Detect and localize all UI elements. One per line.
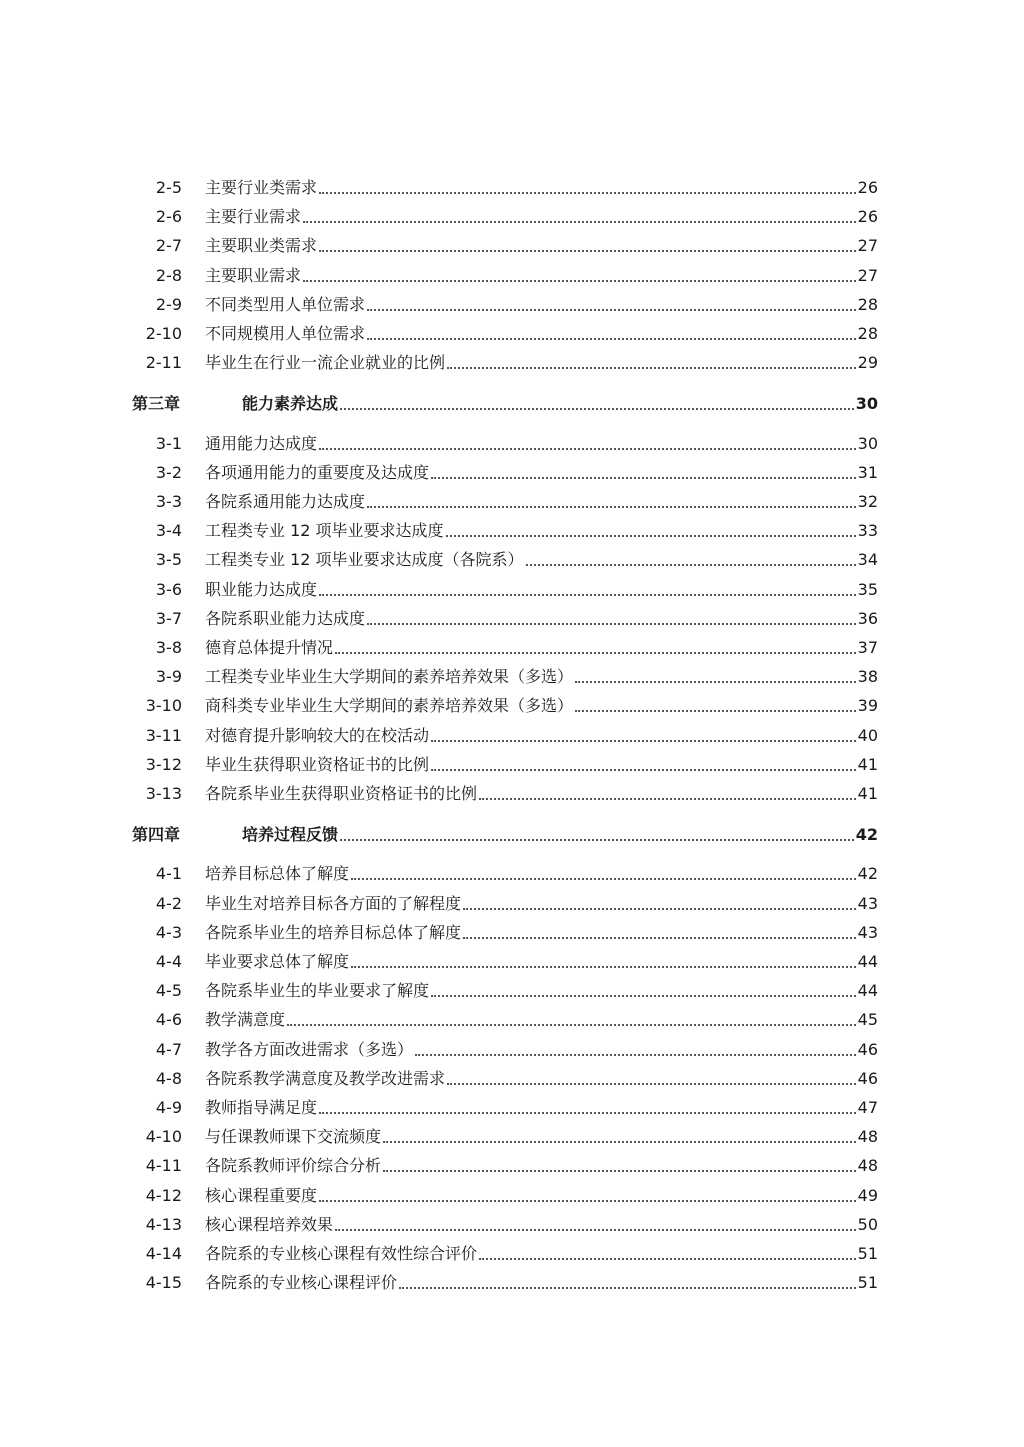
toc-entry-number: 2-9 bbox=[155, 295, 182, 314]
toc-entry-row[interactable] bbox=[0, 1038, 1024, 1060]
toc-entry-title: 各院系通用能力达成度 bbox=[205, 492, 366, 511]
toc-dot-leader bbox=[351, 878, 856, 880]
toc-page-number: 42 bbox=[855, 825, 878, 844]
toc-dot-leader bbox=[415, 1054, 856, 1056]
toc-page-number: 49 bbox=[857, 1186, 878, 1205]
toc-entry-number: 4-10 bbox=[145, 1127, 182, 1146]
toc-entry-row[interactable] bbox=[0, 1008, 1024, 1030]
toc-entry-title: 各院系的专业核心课程评价 bbox=[205, 1273, 398, 1292]
toc-entry-number: 3-4 bbox=[155, 521, 182, 540]
toc-entry-number: 3-8 bbox=[155, 638, 182, 657]
toc-page-number: 51 bbox=[857, 1244, 878, 1263]
toc-entry-number: 2-8 bbox=[155, 266, 182, 285]
toc-entry-title: 主要行业类需求 bbox=[205, 178, 318, 197]
toc-entry-row[interactable] bbox=[0, 205, 1024, 227]
toc-entry-row[interactable] bbox=[0, 950, 1024, 972]
toc-entry-number: 第四章 bbox=[132, 825, 181, 844]
toc-entry-row[interactable] bbox=[0, 607, 1024, 629]
toc-entry-title: 培养过程反馈 bbox=[242, 825, 339, 844]
toc-entry-title: 毕业生获得职业资格证书的比例 bbox=[205, 755, 430, 774]
toc-entry-number: 3-13 bbox=[145, 784, 182, 803]
toc-page-number: 29 bbox=[857, 353, 878, 372]
toc-dot-leader bbox=[367, 506, 856, 508]
toc-entry-number: 3-1 bbox=[155, 434, 182, 453]
toc-page-number: 28 bbox=[857, 324, 878, 343]
toc-page-number: 41 bbox=[857, 784, 878, 803]
toc-page-number: 33 bbox=[857, 521, 878, 540]
toc-page-number: 27 bbox=[857, 266, 878, 285]
toc-entry-title: 各院系毕业生的培养目标总体了解度 bbox=[205, 923, 462, 942]
toc-entry-title: 培养目标总体了解度 bbox=[205, 864, 350, 883]
toc-page-number: 44 bbox=[857, 981, 878, 1000]
toc-dot-leader bbox=[340, 408, 854, 410]
toc-entry-row[interactable] bbox=[0, 753, 1024, 775]
toc-dot-leader bbox=[431, 740, 856, 742]
toc-dot-leader bbox=[575, 681, 856, 683]
toc-entry-number: 3-12 bbox=[145, 755, 182, 774]
toc-entry-title: 能力素养达成 bbox=[242, 394, 339, 413]
toc-entry-title: 各院系教师评价综合分析 bbox=[205, 1156, 382, 1175]
toc-entry-number: 3-5 bbox=[155, 550, 182, 569]
toc-dot-leader bbox=[463, 937, 856, 939]
toc-dot-leader bbox=[399, 1287, 856, 1289]
toc-entry-number: 4-4 bbox=[155, 952, 182, 971]
toc-page-number: 50 bbox=[857, 1215, 878, 1234]
toc-entry-number: 3-10 bbox=[145, 696, 182, 715]
toc-entry-title: 各院系毕业生的毕业要求了解度 bbox=[205, 981, 430, 1000]
toc-entry-number: 3-11 bbox=[145, 726, 182, 745]
toc-entry-row[interactable] bbox=[0, 979, 1024, 1001]
toc-entry-title: 教师指导满足度 bbox=[205, 1098, 318, 1117]
toc-entry-title: 毕业生在行业一流企业就业的比例 bbox=[205, 353, 446, 372]
toc-entry-title: 各院系毕业生获得职业资格证书的比例 bbox=[205, 784, 478, 803]
toc-page-number: 43 bbox=[857, 923, 878, 942]
toc-dot-leader bbox=[335, 652, 856, 654]
toc-dot-leader bbox=[479, 1258, 856, 1260]
toc-entry-number: 2-7 bbox=[155, 236, 182, 255]
toc-entry-row[interactable] bbox=[0, 1125, 1024, 1147]
toc-entry-row[interactable] bbox=[0, 578, 1024, 600]
toc-dot-leader bbox=[319, 448, 856, 450]
toc-dot-leader bbox=[340, 839, 854, 841]
toc-entry-title: 职业能力达成度 bbox=[205, 580, 318, 599]
toc-page-number: 36 bbox=[857, 609, 878, 628]
toc-entry-row[interactable] bbox=[0, 322, 1024, 344]
toc-page-number: 30 bbox=[855, 394, 878, 413]
toc-entry-row[interactable] bbox=[0, 519, 1024, 541]
toc-entry-title: 工程类专业 12 项毕业要求达成度（各院系） bbox=[205, 550, 524, 569]
toc-entry-number: 4-9 bbox=[155, 1098, 182, 1117]
toc-entry-row[interactable] bbox=[0, 548, 1024, 570]
toc-entry-number: 4-6 bbox=[155, 1010, 182, 1029]
toc-entry-number: 2-5 bbox=[155, 178, 182, 197]
toc-entry-number: 3-7 bbox=[155, 609, 182, 628]
toc-dot-leader bbox=[319, 594, 856, 596]
toc-page-number: 46 bbox=[857, 1069, 878, 1088]
toc-entry-title: 主要行业需求 bbox=[205, 207, 302, 226]
toc-entry-title: 教学各方面改进需求（多选） bbox=[205, 1040, 414, 1059]
toc-dot-leader bbox=[431, 477, 856, 479]
toc-dot-leader bbox=[303, 280, 856, 282]
toc-entry-title: 核心课程重要度 bbox=[205, 1186, 318, 1205]
toc-entry-title: 教学满意度 bbox=[205, 1010, 286, 1029]
toc-entry-row[interactable] bbox=[0, 351, 1024, 373]
toc-entry-number: 2-11 bbox=[145, 353, 182, 372]
toc-entry-title: 核心课程培养效果 bbox=[205, 1215, 334, 1234]
toc-entry-row[interactable] bbox=[0, 1067, 1024, 1089]
toc-page-number: 39 bbox=[857, 696, 878, 715]
toc-dot-leader bbox=[479, 798, 856, 800]
toc-entry-number: 3-9 bbox=[155, 667, 182, 686]
toc-dot-leader bbox=[431, 995, 856, 997]
toc-entry-title: 与任课教师课下交流频度 bbox=[205, 1127, 382, 1146]
toc-entry-row[interactable] bbox=[0, 665, 1024, 687]
toc-entry-row[interactable] bbox=[0, 264, 1024, 286]
toc-entry-title: 对德育提升影响较大的在校活动 bbox=[205, 726, 430, 745]
toc-dot-leader bbox=[367, 623, 856, 625]
toc-entry-number: 4-14 bbox=[145, 1244, 182, 1263]
toc-entry-row[interactable] bbox=[0, 234, 1024, 256]
toc-dot-leader bbox=[446, 535, 856, 537]
toc-page-number: 26 bbox=[857, 207, 878, 226]
toc-entry-number: 4-7 bbox=[155, 1040, 182, 1059]
toc-entry-number: 3-2 bbox=[155, 463, 182, 482]
toc-dot-leader bbox=[575, 710, 856, 712]
toc-entry-title: 毕业生对培养目标各方面的了解程度 bbox=[205, 894, 462, 913]
toc-entry-row[interactable] bbox=[0, 1154, 1024, 1176]
toc-dot-leader bbox=[447, 1083, 856, 1085]
toc-entry-number: 2-6 bbox=[155, 207, 182, 226]
toc-dot-leader bbox=[351, 966, 856, 968]
toc-entry-title: 各院系的专业核心课程有效性综合评价 bbox=[205, 1244, 478, 1263]
toc-entry-row[interactable] bbox=[0, 921, 1024, 943]
toc-entry-row[interactable] bbox=[0, 490, 1024, 512]
toc-dot-leader bbox=[447, 367, 856, 369]
toc-entry-row[interactable] bbox=[0, 636, 1024, 658]
toc-entry-title: 主要职业需求 bbox=[205, 266, 302, 285]
toc-entry-row[interactable] bbox=[0, 293, 1024, 315]
toc-page-number: 26 bbox=[857, 178, 878, 197]
toc-entry-title: 工程类专业 12 项毕业要求达成度 bbox=[205, 521, 444, 540]
toc-entry-row[interactable] bbox=[0, 176, 1024, 198]
toc-entry-number: 第三章 bbox=[132, 394, 181, 413]
toc-page-number: 45 bbox=[857, 1010, 878, 1029]
toc-dot-leader bbox=[303, 221, 856, 223]
toc-dot-leader bbox=[367, 309, 856, 311]
toc-entry-row[interactable] bbox=[0, 782, 1024, 804]
toc-page-number: 44 bbox=[857, 952, 878, 971]
toc-page-number: 34 bbox=[857, 550, 878, 569]
toc-page-number: 41 bbox=[857, 755, 878, 774]
toc-entry-title: 各项通用能力的重要度及达成度 bbox=[205, 463, 430, 482]
toc-entry-number: 4-1 bbox=[155, 864, 182, 883]
toc-dot-leader bbox=[383, 1170, 856, 1172]
toc-dot-leader bbox=[367, 338, 856, 340]
toc-entry-number: 4-13 bbox=[145, 1215, 182, 1234]
toc-entry-row[interactable] bbox=[0, 862, 1024, 884]
toc-entry-number: 4-3 bbox=[155, 923, 182, 942]
toc-dot-leader bbox=[319, 1112, 856, 1114]
toc-dot-leader bbox=[431, 769, 856, 771]
toc-entry-title: 通用能力达成度 bbox=[205, 434, 318, 453]
toc-entry-row[interactable] bbox=[0, 461, 1024, 483]
toc-entry-number: 4-8 bbox=[155, 1069, 182, 1088]
toc-entry-title: 主要职业类需求 bbox=[205, 236, 318, 255]
toc-entry-title: 各院系职业能力达成度 bbox=[205, 609, 366, 628]
toc-chapter-row[interactable] bbox=[0, 823, 1024, 845]
toc-entry-title: 各院系教学满意度及教学改进需求 bbox=[205, 1069, 446, 1088]
toc-entry-row[interactable] bbox=[0, 1213, 1024, 1235]
toc-page-number: 32 bbox=[857, 492, 878, 511]
toc-entry-row[interactable] bbox=[0, 1271, 1024, 1293]
toc-entry-number: 3-3 bbox=[155, 492, 182, 511]
toc-entry-row[interactable] bbox=[0, 1184, 1024, 1206]
toc-entry-row[interactable] bbox=[0, 694, 1024, 716]
toc-page-number: 31 bbox=[857, 463, 878, 482]
toc-page-number: 40 bbox=[857, 726, 878, 745]
toc-page-number: 35 bbox=[857, 580, 878, 599]
toc-entry-row[interactable] bbox=[0, 1242, 1024, 1264]
toc-entry-title: 不同规模用人单位需求 bbox=[205, 324, 366, 343]
toc-page-number: 30 bbox=[857, 434, 878, 453]
toc-entry-title: 工程类专业毕业生大学期间的素养培养效果（多选） bbox=[205, 667, 574, 686]
toc-entry-number: 2-10 bbox=[145, 324, 182, 343]
toc-entry-title: 毕业要求总体了解度 bbox=[205, 952, 350, 971]
toc-entry-number: 4-11 bbox=[145, 1156, 182, 1175]
toc-page-number: 48 bbox=[857, 1127, 878, 1146]
toc-page-number: 37 bbox=[857, 638, 878, 657]
toc-entry-number: 4-15 bbox=[145, 1273, 182, 1292]
toc-entry-row[interactable] bbox=[0, 432, 1024, 454]
toc-dot-leader bbox=[319, 250, 856, 252]
toc-dot-leader bbox=[287, 1024, 856, 1026]
toc-dot-leader bbox=[319, 1200, 856, 1202]
toc-page-number: 47 bbox=[857, 1098, 878, 1117]
toc-page-number: 28 bbox=[857, 295, 878, 314]
toc-entry-row[interactable] bbox=[0, 892, 1024, 914]
toc-entry-title: 德育总体提升情况 bbox=[205, 638, 334, 657]
toc-chapter-row[interactable] bbox=[0, 392, 1024, 414]
toc-dot-leader bbox=[463, 908, 856, 910]
toc-page-number: 38 bbox=[857, 667, 878, 686]
toc-page-number: 42 bbox=[857, 864, 878, 883]
toc-entry-number: 3-6 bbox=[155, 580, 182, 599]
toc-page-number: 43 bbox=[857, 894, 878, 913]
toc-page-number: 51 bbox=[857, 1273, 878, 1292]
toc-entry-number: 4-5 bbox=[155, 981, 182, 1000]
toc-entry-number: 4-12 bbox=[145, 1186, 182, 1205]
toc-entry-number: 4-2 bbox=[155, 894, 182, 913]
toc-entry-title: 不同类型用人单位需求 bbox=[205, 295, 366, 314]
toc-entry-title: 商科类专业毕业生大学期间的素养培养效果（多选） bbox=[205, 696, 574, 715]
toc-entry-row[interactable] bbox=[0, 1096, 1024, 1118]
toc-entry-row[interactable] bbox=[0, 724, 1024, 746]
toc-page-number: 46 bbox=[857, 1040, 878, 1059]
toc-dot-leader bbox=[526, 564, 856, 566]
toc-dot-leader bbox=[335, 1229, 856, 1231]
toc-page-number: 48 bbox=[857, 1156, 878, 1175]
toc-dot-leader bbox=[383, 1141, 856, 1143]
toc-page-number: 27 bbox=[857, 236, 878, 255]
toc-dot-leader bbox=[319, 192, 856, 194]
